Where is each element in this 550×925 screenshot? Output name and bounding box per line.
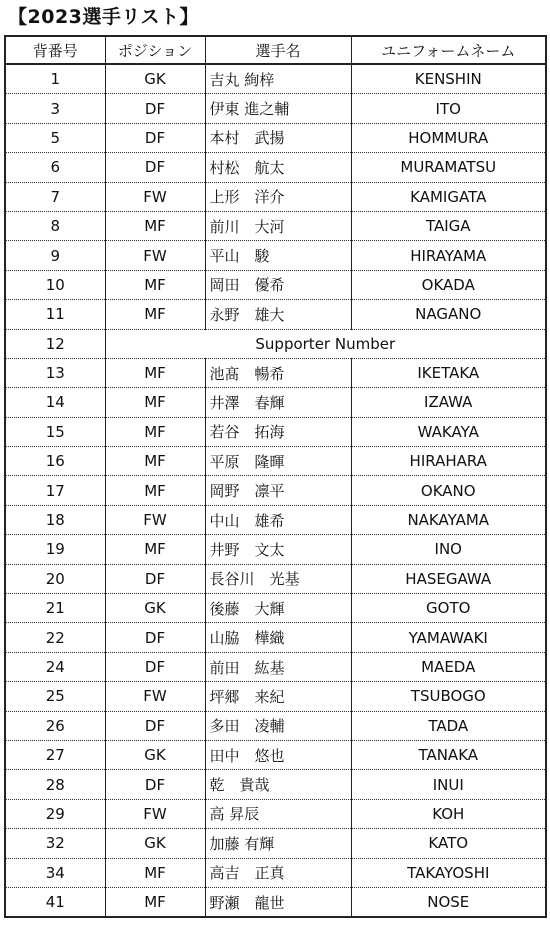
player-name: 吉丸 絢梓 xyxy=(205,64,351,94)
jersey-number: 22 xyxy=(5,623,105,652)
uniform-name: TANAKA xyxy=(351,740,546,769)
player-position: DF xyxy=(105,652,205,681)
uniform-name: HOMMURA xyxy=(351,123,546,152)
jersey-number: 3 xyxy=(5,94,105,123)
uniform-name: WAKAYA xyxy=(351,417,546,446)
table-row xyxy=(5,711,546,740)
header-position: ポジション xyxy=(105,36,205,64)
table-row xyxy=(5,564,546,593)
player-name: 田中 悠也 xyxy=(205,740,351,769)
jersey-number: 6 xyxy=(5,153,105,182)
jersey-number: 15 xyxy=(5,417,105,446)
jersey-number: 28 xyxy=(5,770,105,799)
uniform-name: HIRAHARA xyxy=(351,447,546,476)
page-title: 【2023選手リスト】 xyxy=(8,6,200,28)
uniform-name: KENSHIN xyxy=(351,64,546,94)
player-name: 岡田 優希 xyxy=(205,270,351,299)
jersey-number: 7 xyxy=(5,182,105,211)
jersey-number: 24 xyxy=(5,652,105,681)
uniform-name: TAIGA xyxy=(351,211,546,240)
player-position: GK xyxy=(105,740,205,769)
uniform-name: ITO xyxy=(351,94,546,123)
table-row xyxy=(5,829,546,858)
jersey-number: 41 xyxy=(5,887,105,917)
table-row xyxy=(5,329,546,358)
player-position: FW xyxy=(105,241,205,270)
player-name: 加藤 有輝 xyxy=(205,829,351,858)
jersey-number: 16 xyxy=(5,447,105,476)
player-name: 池髙 暢希 xyxy=(205,358,351,387)
uniform-name: KAMIGATA xyxy=(351,182,546,211)
jersey-number: 27 xyxy=(5,740,105,769)
player-position: GK xyxy=(105,829,205,858)
player-position: FW xyxy=(105,182,205,211)
uniform-name: HASEGAWA xyxy=(351,564,546,593)
table-row xyxy=(5,594,546,623)
table-row xyxy=(5,300,546,329)
jersey-number: 8 xyxy=(5,211,105,240)
player-name: 井野 文太 xyxy=(205,535,351,564)
jersey-number: 20 xyxy=(5,564,105,593)
jersey-number: 29 xyxy=(5,799,105,828)
table-row xyxy=(5,740,546,769)
jersey-number: 25 xyxy=(5,682,105,711)
table-row xyxy=(5,447,546,476)
uniform-name: MAEDA xyxy=(351,652,546,681)
table-row xyxy=(5,799,546,828)
uniform-name: IKETAKA xyxy=(351,358,546,387)
player-position: FW xyxy=(105,682,205,711)
player-name: 上形 洋介 xyxy=(205,182,351,211)
player-position: DF xyxy=(105,770,205,799)
table-row xyxy=(5,858,546,887)
player-position: FW xyxy=(105,505,205,534)
header-number: 背番号 xyxy=(5,36,105,64)
player-name: 前川 大河 xyxy=(205,211,351,240)
player-position: MF xyxy=(105,417,205,446)
table-row xyxy=(5,182,546,211)
table-row xyxy=(5,682,546,711)
player-name: 山脇 樺織 xyxy=(205,623,351,652)
uniform-name: KATO xyxy=(351,829,546,858)
table-row xyxy=(5,211,546,240)
jersey-number: 1 xyxy=(5,64,105,94)
player-name: 高 昇辰 xyxy=(205,799,351,828)
uniform-name: MURAMATSU xyxy=(351,153,546,182)
header-uniform-name: ユニフォームネーム xyxy=(351,36,546,64)
player-position: FW xyxy=(105,799,205,828)
player-name: 平原 隆暉 xyxy=(205,447,351,476)
table-row xyxy=(5,652,546,681)
uniform-name: NAKAYAMA xyxy=(351,505,546,534)
player-name: 乾 貴哉 xyxy=(205,770,351,799)
player-name: 長谷川 光基 xyxy=(205,564,351,593)
jersey-number: 26 xyxy=(5,711,105,740)
uniform-name: OKADA xyxy=(351,270,546,299)
jersey-number: 18 xyxy=(5,505,105,534)
player-position: DF xyxy=(105,564,205,593)
player-name: 村松 航太 xyxy=(205,153,351,182)
table-row xyxy=(5,123,546,152)
jersey-number: 11 xyxy=(5,300,105,329)
table-header-row xyxy=(5,36,546,64)
uniform-name: KOH xyxy=(351,799,546,828)
player-position: MF xyxy=(105,858,205,887)
player-position: MF xyxy=(105,211,205,240)
uniform-name: TSUBOGO xyxy=(351,682,546,711)
uniform-name: NAGANO xyxy=(351,300,546,329)
player-position: DF xyxy=(105,711,205,740)
jersey-number: 21 xyxy=(5,594,105,623)
header-player-name: 選手名 xyxy=(205,36,351,64)
player-name: 中山 雄希 xyxy=(205,505,351,534)
player-position: MF xyxy=(105,358,205,387)
player-position: DF xyxy=(105,123,205,152)
player-position: DF xyxy=(105,94,205,123)
table-row xyxy=(5,505,546,534)
table-row xyxy=(5,94,546,123)
player-position: MF xyxy=(105,887,205,917)
player-position: MF xyxy=(105,535,205,564)
jersey-number: 19 xyxy=(5,535,105,564)
player-position: MF xyxy=(105,270,205,299)
jersey-number: 9 xyxy=(5,241,105,270)
player-name: 若谷 拓海 xyxy=(205,417,351,446)
table-row xyxy=(5,153,546,182)
jersey-number: 5 xyxy=(5,123,105,152)
player-name: 平山 駿 xyxy=(205,241,351,270)
player-position: MF xyxy=(105,447,205,476)
player-position: DF xyxy=(105,623,205,652)
player-name: 永野 雄大 xyxy=(205,300,351,329)
jersey-number: 13 xyxy=(5,358,105,387)
table-row xyxy=(5,358,546,387)
player-name: 岡野 凛平 xyxy=(205,476,351,505)
player-name: 多田 凌輔 xyxy=(205,711,351,740)
player-position: MF xyxy=(105,388,205,417)
jersey-number: 32 xyxy=(5,829,105,858)
uniform-name: IZAWA xyxy=(351,388,546,417)
player-position: DF xyxy=(105,153,205,182)
table-row xyxy=(5,388,546,417)
jersey-number: 12 xyxy=(5,329,105,358)
player-name: 本村 武揚 xyxy=(205,123,351,152)
jersey-number: 10 xyxy=(5,270,105,299)
table-row xyxy=(5,241,546,270)
uniform-name: INO xyxy=(351,535,546,564)
jersey-number: 34 xyxy=(5,858,105,887)
uniform-name: TADA xyxy=(351,711,546,740)
jersey-number: 17 xyxy=(5,476,105,505)
roster-body xyxy=(5,64,546,917)
uniform-name: HIRAYAMA xyxy=(351,241,546,270)
player-name: 後藤 大輝 xyxy=(205,594,351,623)
player-roster-table xyxy=(4,35,547,918)
player-position: GK xyxy=(105,594,205,623)
player-name: 伊東 進之輔 xyxy=(205,94,351,123)
supporter-number-note: Supporter Number xyxy=(105,329,546,358)
player-position: MF xyxy=(105,476,205,505)
table-row xyxy=(5,476,546,505)
player-name: 坪郷 来紀 xyxy=(205,682,351,711)
table-row xyxy=(5,64,546,94)
jersey-number: 14 xyxy=(5,388,105,417)
uniform-name: YAMAWAKI xyxy=(351,623,546,652)
uniform-name: GOTO xyxy=(351,594,546,623)
table-row xyxy=(5,270,546,299)
player-name: 前田 紘基 xyxy=(205,652,351,681)
player-name: 井澤 春輝 xyxy=(205,388,351,417)
table-row xyxy=(5,623,546,652)
table-row xyxy=(5,770,546,799)
uniform-name: NOSE xyxy=(351,887,546,917)
table-row xyxy=(5,417,546,446)
player-position: MF xyxy=(105,300,205,329)
player-name: 高吉 正真 xyxy=(205,858,351,887)
uniform-name: TAKAYOSHI xyxy=(351,858,546,887)
player-position: GK xyxy=(105,64,205,94)
uniform-name: INUI xyxy=(351,770,546,799)
uniform-name: OKANO xyxy=(351,476,546,505)
player-name: 野瀬 龍世 xyxy=(205,887,351,917)
table-row xyxy=(5,535,546,564)
table-row xyxy=(5,887,546,917)
